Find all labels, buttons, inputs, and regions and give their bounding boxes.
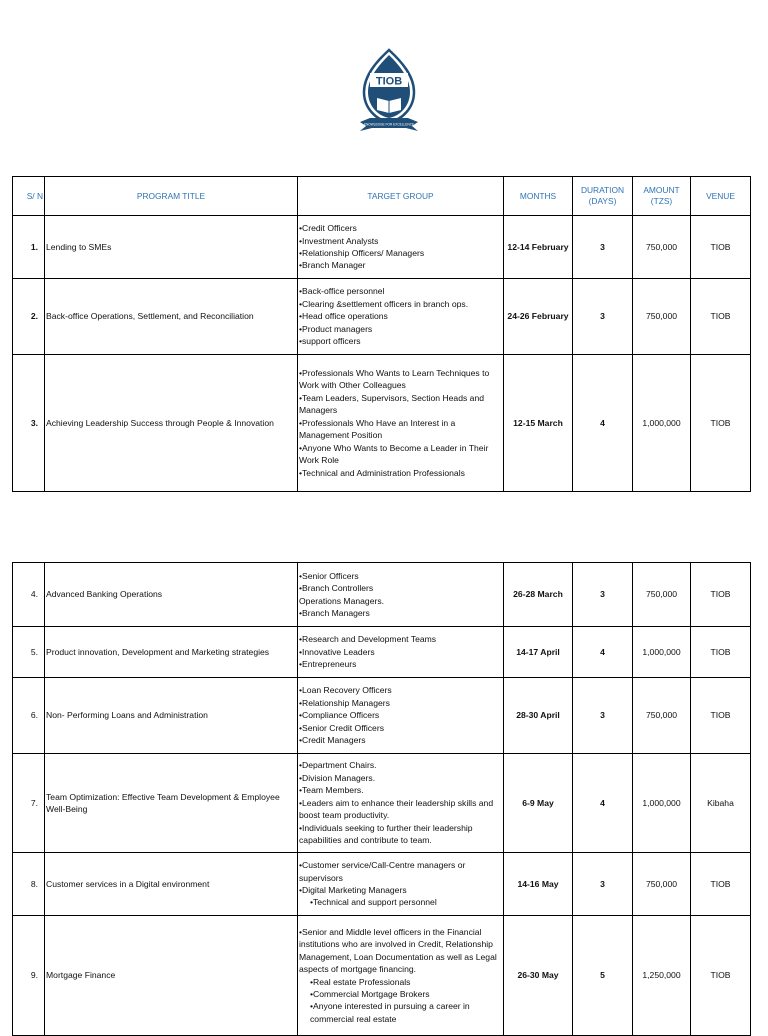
target-item: •Clearing &settlement officers in branch ops.: [299, 298, 469, 309]
target-item: •Compliance Officers: [299, 710, 380, 721]
row-target-group: [298, 563, 504, 627]
row-target-group: [298, 279, 504, 355]
table-header-row: [13, 177, 751, 216]
row-sn: 1.: [13, 216, 45, 279]
row-amount: 750,000: [633, 279, 691, 355]
row-target-group: [298, 853, 504, 916]
row-sn: 6.: [13, 678, 45, 754]
target-item: •Investment Analysts: [299, 235, 379, 246]
table-row: [13, 678, 751, 754]
target-item: •Credit Managers: [299, 735, 366, 746]
target-item: •Entrepreneurs: [299, 659, 357, 670]
row-program-title: Non- Performing Loans and Administration: [45, 678, 298, 754]
target-item: •Professionals Who Wants to Learn Techniques to Work with Other Colleagues: [299, 367, 490, 391]
row-days: 4: [573, 355, 633, 492]
svg-text:TIOB: TIOB: [375, 75, 403, 88]
header-venue: VENUE: [691, 177, 751, 216]
header-sn: S/ N: [13, 177, 45, 216]
target-item: •Branch Controllers: [299, 583, 374, 594]
target-item: •Team Leaders, Supervisors, Section Heads and Managers: [299, 392, 485, 416]
row-program-title: Back-office Operations, Settlement, and Reconciliation: [45, 279, 298, 355]
target-item: •Credit Officers: [299, 223, 357, 234]
row-months: 14-16 May: [504, 853, 573, 916]
target-item: •Senior Credit Officers: [299, 722, 384, 733]
row-venue: Kibaha: [691, 754, 751, 853]
row-venue: TIOB: [691, 355, 751, 492]
target-item: •Digital Marketing Managers: [299, 885, 407, 895]
header-months: MONTHS: [504, 177, 573, 216]
target-item: •Branch Managers: [299, 607, 370, 618]
target-item: •Product managers: [299, 323, 373, 334]
target-item: •Leaders aim to enhance their leadership skills and boost team productivity.: [299, 797, 494, 821]
table-row: [13, 627, 751, 678]
row-program-title: Achieving Leadership Success through People & Innovation: [45, 355, 298, 492]
row-venue: TIOB: [691, 853, 751, 916]
target-item: •Customer service/Call-Centre managers or supervisors: [299, 860, 466, 883]
row-amount: 1,000,000: [633, 627, 691, 678]
row-sn: 3.: [13, 355, 45, 492]
row-target-group: [298, 355, 504, 492]
row-days: 3: [573, 678, 633, 754]
table-row: [13, 916, 751, 1036]
row-venue: TIOB: [691, 279, 751, 355]
row-target-group: [298, 216, 504, 279]
target-item: •support officers: [299, 336, 361, 347]
row-amount: 750,000: [633, 216, 691, 279]
table-row: [13, 754, 751, 853]
target-item: •Technical and support personnel: [310, 897, 437, 908]
target-item: •Technical and Administration Professionals: [299, 467, 465, 478]
row-program-title: Team Optimization: Effective Team Development & Employee Well-Being: [45, 754, 298, 853]
row-target-group: [298, 627, 504, 678]
row-venue: TIOB: [691, 916, 751, 1036]
target-item: •Branch Manager: [299, 260, 366, 271]
row-amount: 750,000: [633, 678, 691, 754]
row-program-title: Customer services in a Digital environment: [45, 853, 298, 916]
target-item: •Division Managers.: [299, 772, 376, 783]
row-amount: 1,250,000: [633, 916, 691, 1036]
target-item: •Head office operations: [299, 311, 388, 322]
row-amount: 1,000,000: [633, 754, 691, 853]
row-months: 12-14 February: [504, 216, 573, 279]
row-days: 4: [573, 754, 633, 853]
row-venue: TIOB: [691, 678, 751, 754]
program-table-part-1: [12, 176, 751, 492]
target-item: •Relationship Managers: [299, 697, 390, 708]
table-row: [13, 279, 751, 355]
svg-text:KNOWLEDGE FOR EXCELLENCE: KNOWLEDGE FOR EXCELLENCE: [363, 122, 415, 127]
row-target-group: [298, 678, 504, 754]
row-program-title: Product innovation, Development and Marketing strategies: [45, 627, 298, 678]
program-table-part-2: [12, 562, 751, 1036]
row-amount: 750,000: [633, 563, 691, 627]
row-venue: TIOB: [691, 216, 751, 279]
tiob-logo: [358, 48, 420, 138]
row-days: 4: [573, 627, 633, 678]
row-days: 3: [573, 216, 633, 279]
row-months: 26-30 May: [504, 916, 573, 1036]
row-venue: TIOB: [691, 563, 751, 627]
header-duration: DURATION (DAYS): [573, 177, 633, 216]
target-item: •Senior and Middle level officers in the Financial institutions who are involved in Credit, Relationship Management, Loan Documentation as well as Legal aspects of mortgage financing.: [299, 926, 497, 975]
target-item: •Professionals Who Have an Interest in a Management Position: [299, 417, 456, 441]
table-row: [13, 563, 751, 627]
row-sn: 4.: [13, 563, 45, 627]
target-item: •Senior Officers: [299, 570, 359, 581]
row-target-group: [298, 754, 504, 853]
target-item: •Relationship Officers/ Managers: [299, 248, 425, 258]
target-item: •Commercial Mortgage Brokers: [310, 988, 430, 999]
target-item: •Back-office personnel: [299, 286, 385, 297]
target-item: •Individuals seeking to further their leadership capabilities and contribute to team.: [299, 822, 473, 846]
target-item: Operations Managers.: [299, 595, 385, 606]
row-months: 28-30 April: [504, 678, 573, 754]
row-sn: 8.: [13, 853, 45, 916]
row-days: 5: [573, 916, 633, 1036]
target-item: •Research and Development Teams: [299, 634, 437, 645]
row-sn: 2.: [13, 279, 45, 355]
row-days: 3: [573, 279, 633, 355]
row-sn: 5.: [13, 627, 45, 678]
row-amount: 1,000,000: [633, 355, 691, 492]
row-sn: 7.: [13, 754, 45, 853]
row-amount: 750,000: [633, 853, 691, 916]
target-item: •Loan Recovery Officers: [299, 685, 392, 696]
target-item: •Anyone interested in pursuing a career in commercial real estate: [310, 1001, 470, 1024]
header-target-group: TARGET GROUP: [298, 177, 504, 216]
target-item: •Anyone Who Wants to Become a Leader in Their Work Role: [299, 442, 489, 466]
row-program-title: Mortgage Finance: [45, 916, 298, 1036]
row-program-title: Advanced Banking Operations: [45, 563, 298, 627]
target-item: •Department Chairs.: [299, 760, 377, 771]
row-days: 3: [573, 563, 633, 627]
row-venue: TIOB: [691, 627, 751, 678]
target-item: •Team Members.: [299, 785, 364, 796]
target-item: •Real estate Professionals: [310, 976, 411, 987]
row-target-group: [298, 916, 504, 1036]
table-row: [13, 216, 751, 279]
row-months: 26-28 March: [504, 563, 573, 627]
row-months: 14-17 April: [504, 627, 573, 678]
target-item: •Innovative Leaders: [299, 646, 375, 657]
row-months: 24-26 February: [504, 279, 573, 355]
table-row: [13, 355, 751, 492]
row-sn: 9.: [13, 916, 45, 1036]
header-program-title: PROGRAM TITLE: [45, 177, 298, 216]
row-months: 12-15 March: [504, 355, 573, 492]
row-months: 6-9 May: [504, 754, 573, 853]
table-row: [13, 853, 751, 916]
row-program-title: Lending to SMEs: [45, 216, 298, 279]
header-amount: AMOUNT (TZS): [633, 177, 691, 216]
row-days: 3: [573, 853, 633, 916]
